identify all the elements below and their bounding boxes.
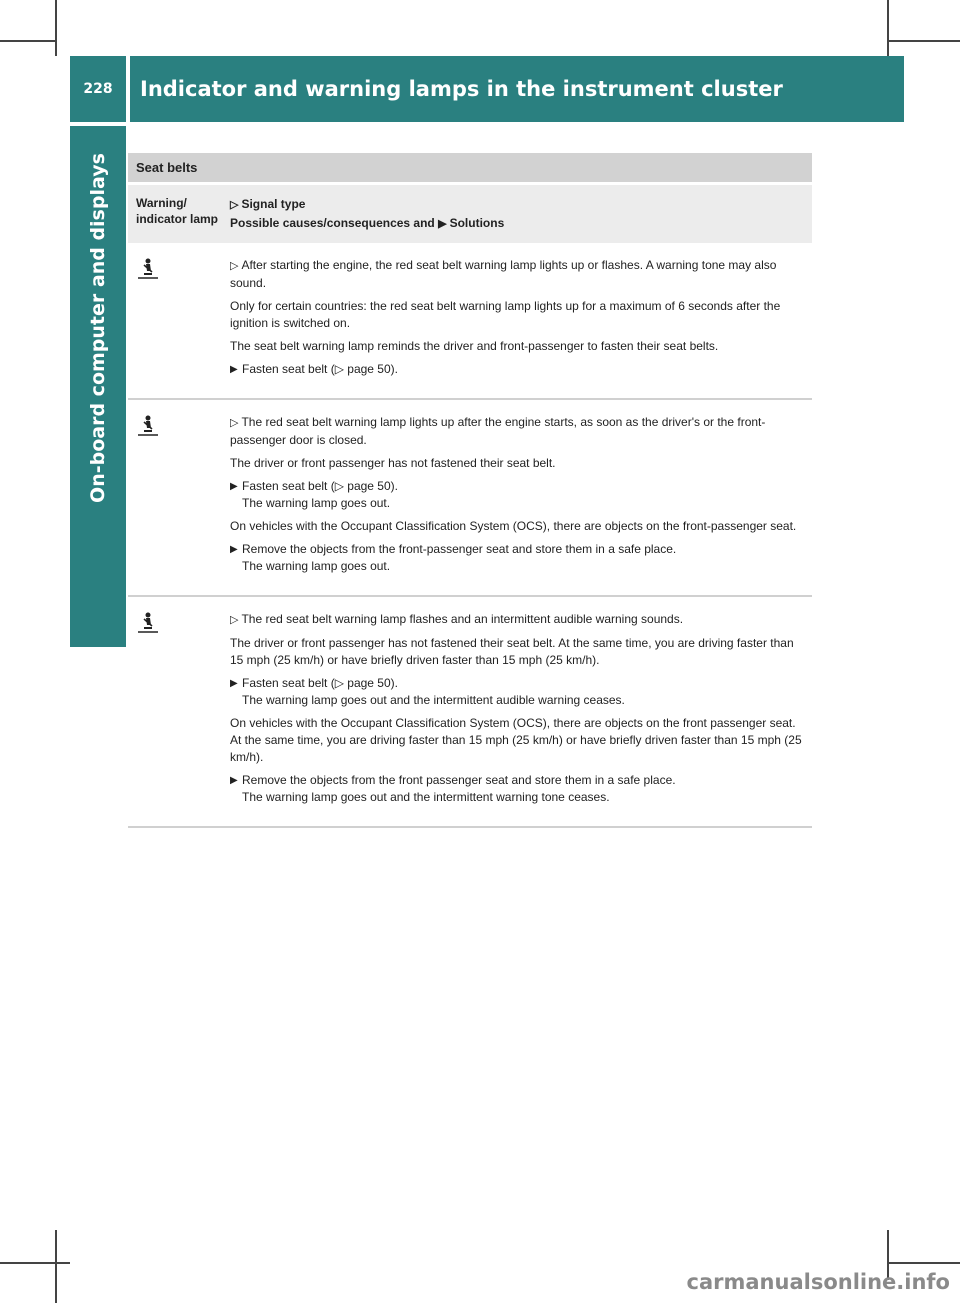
signal-type-icon: ▷ <box>230 417 239 429</box>
seat-belts-table <box>128 153 812 828</box>
seat-belt-warning-lamp-icon <box>128 611 230 812</box>
signal-type-icon: ▷ <box>230 260 239 272</box>
solution-step: ▶ Remove the objects from the front-passenger seat and store them in a safe place. The warning lamp goes out. <box>230 542 677 573</box>
crop-mark <box>887 1262 960 1264</box>
cause-text: Only for certain countries: the red seat belt warning lamp lights up for a maximum of 6 seconds after the ignition is switched on. <box>230 299 781 330</box>
signal-type: ▷ The red seat belt warning lamp lights up after the engine starts, as soon as the driver's or the front-passenger door is closed. <box>230 415 766 447</box>
table-row <box>128 400 812 597</box>
solution-step: ▶ Fasten seat belt (▷ page 50). The warning lamp goes out and the intermittent audible warning ceases. <box>230 676 625 707</box>
seat-belt-warning-lamp-icon <box>128 257 230 384</box>
seat-belt-warning-lamp-icon <box>128 414 230 581</box>
solution-arrow-icon: ▶ <box>230 481 238 492</box>
crop-mark <box>0 40 56 42</box>
col-signal-header: ▷ Signal type Possible causes/consequences and ▶ Solutions <box>230 197 505 230</box>
cause-text: The seat belt warning lamp reminds the driver and front-passenger to fasten their seat belts. <box>230 339 719 353</box>
cause-text: The driver or front passenger has not fastened their seat belt. <box>230 456 556 470</box>
page-header-title: Indicator and warning lamps in the instrument cluster <box>130 56 904 122</box>
crop-mark <box>55 0 57 56</box>
table-header <box>128 185 812 243</box>
crop-mark <box>887 0 889 56</box>
crop-mark <box>887 40 960 42</box>
solution-arrow-icon: ▶ <box>230 775 238 786</box>
table-row <box>128 243 812 400</box>
crop-mark <box>55 1230 57 1303</box>
solution-arrow-icon: ▶ <box>230 544 238 555</box>
cause-text: On vehicles with the Occupant Classification System (OCS), there are objects on the front-passenger seat. <box>230 519 797 533</box>
crop-mark <box>0 1262 70 1264</box>
col-lamp-header: Warning/ indicator lamp <box>136 196 219 226</box>
signal-type: ▷ The red seat belt warning lamp flashes and an intermittent audible warning sounds. <box>230 612 684 626</box>
section-title: Seat belts <box>128 153 812 182</box>
cause-text: On vehicles with the Occupant Classification System (OCS), there are objects on the front passenger seat. At the same time, you are driving faster than 15 mph (25 km/h) or have briefly driven faster than 15 mph (25 km/h). <box>230 716 802 764</box>
side-tab-lower <box>70 530 126 647</box>
solution-step: ▶ Fasten seat belt (▷ page 50). <box>230 362 398 376</box>
signal-type: ▷ After starting the engine, the red seat belt warning lamp lights up or flashes. A warning tone may also sound. <box>230 258 777 290</box>
watermark: carmanualsonline.info <box>686 1270 950 1294</box>
signal-type-icon: ▷ <box>230 614 239 626</box>
signal-type-icon: ▷ <box>230 199 239 211</box>
page-number: 228 <box>70 56 126 122</box>
cause-text: The driver or front passenger has not fastened their seat belt. At the same time, you are driving faster than 15 mph (25 km/h) or have briefly driven faster than 15 mph (25 km/h). <box>230 636 794 667</box>
side-tab-label: On-board computer and displays <box>87 153 109 503</box>
solution-arrow-icon: ▶ <box>438 218 447 230</box>
solution-step: ▶ Remove the objects from the front passenger seat and store them in a safe place. The warning lamp goes out and the intermittent warning tone ceases. <box>230 773 676 804</box>
solution-arrow-icon: ▶ <box>230 364 238 375</box>
table-row <box>128 597 812 828</box>
solution-step: ▶ Fasten seat belt (▷ page 50). The warning lamp goes out. <box>230 479 398 510</box>
solution-arrow-icon: ▶ <box>230 678 238 689</box>
